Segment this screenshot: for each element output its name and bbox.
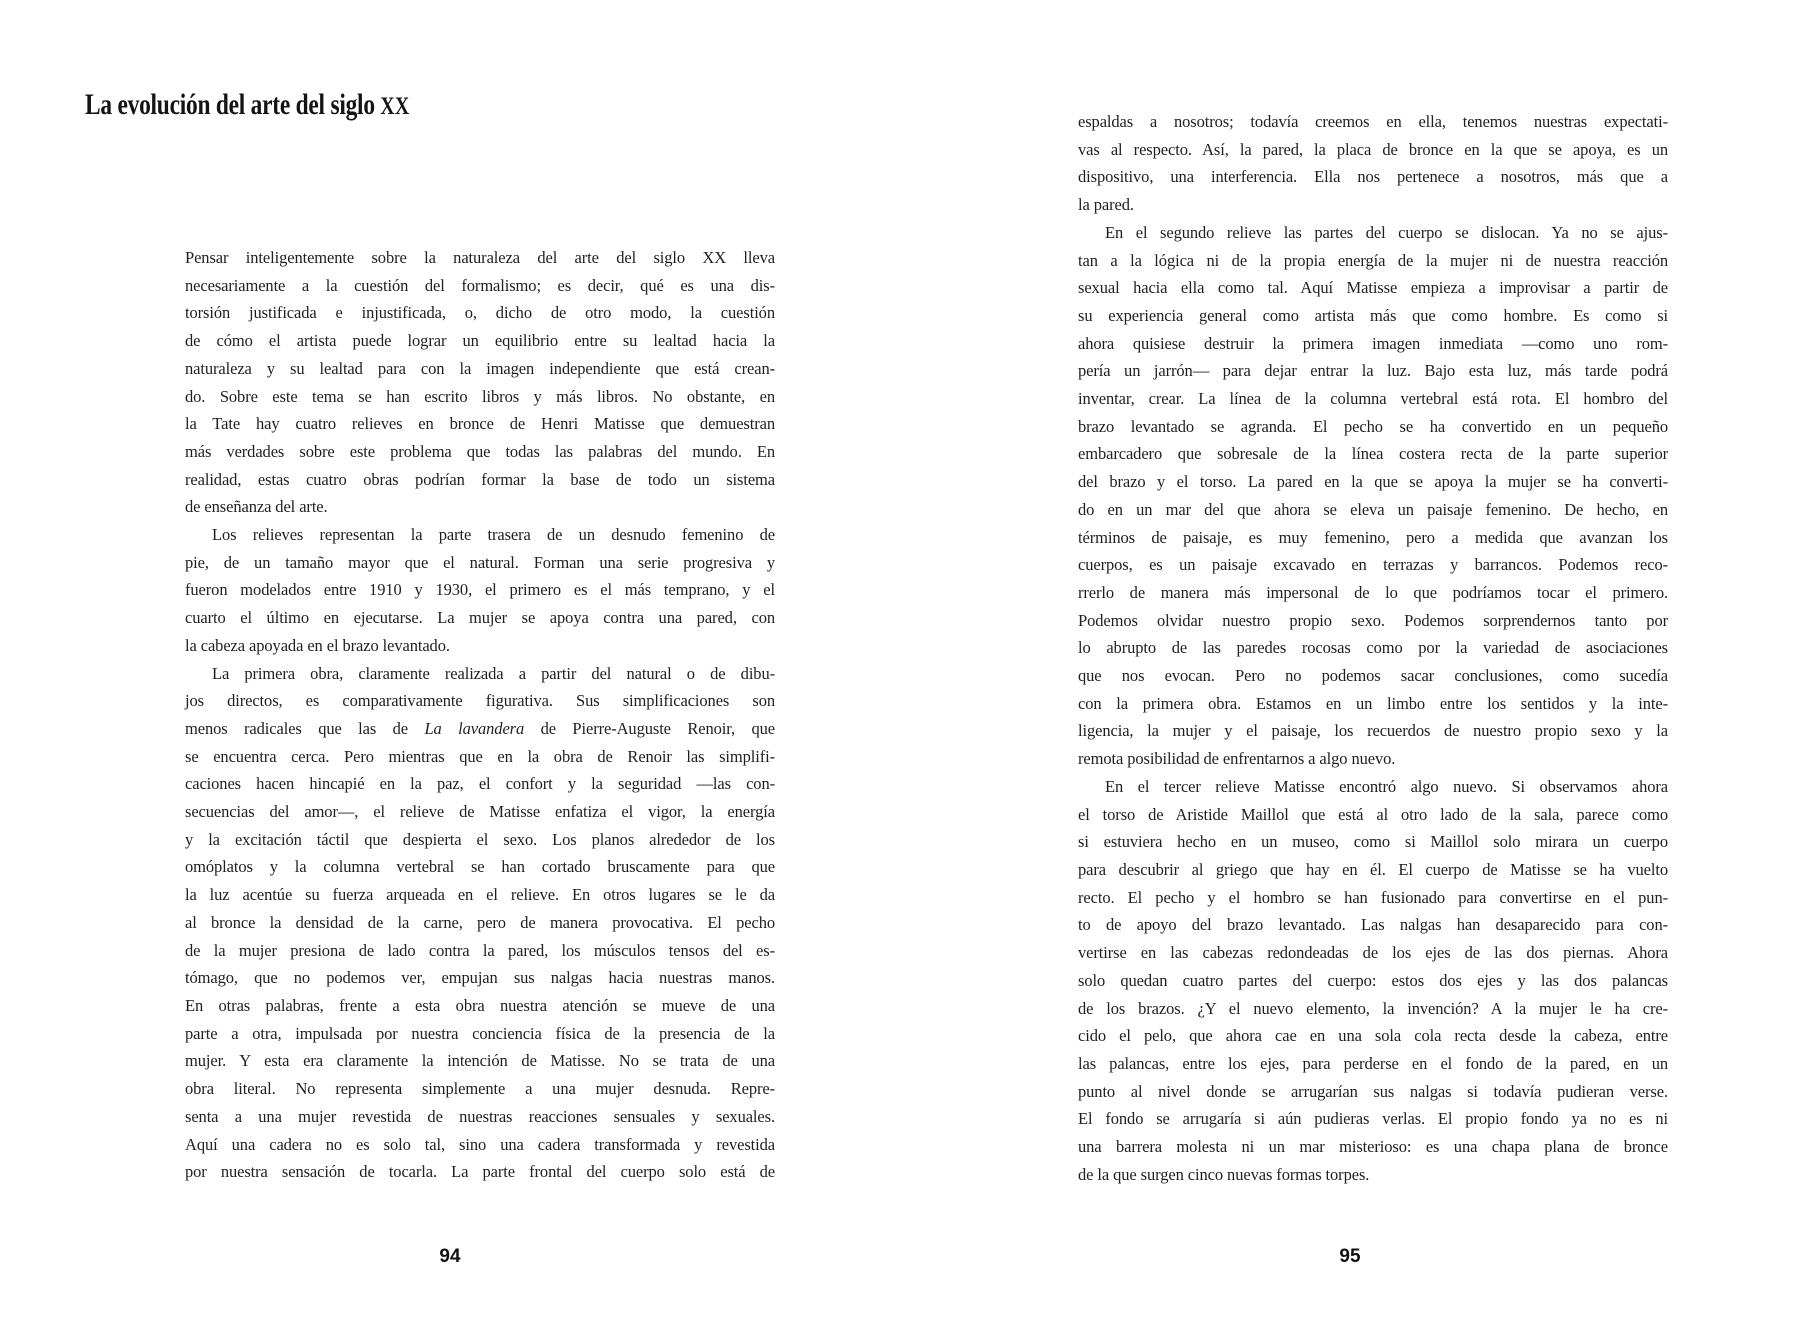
text-column-left xyxy=(185,244,775,1186)
text-line: cido el pelo, que ahora cae en una sola cola recta desde la cabeza, entre xyxy=(1078,1026,1668,1046)
text-line: cuarto el último en ejecutarse. La mujer se apoya contra una pared, con xyxy=(185,608,775,628)
text-line: su experiencia general como artista más que como hombre. Es como si xyxy=(1078,305,1668,325)
text-line: con la primera obra. Estamos en un limbo entre los sentidos y la inte- xyxy=(1078,693,1668,713)
text-column-right xyxy=(1078,108,1668,1188)
text-line: En el segundo relieve las partes del cuerpo se dislocan. Ya no se ajus- xyxy=(1105,222,1668,242)
text-line: omóplatos y la columna vertebral se han cortado bruscamente para que xyxy=(185,857,775,877)
text-line: jos directos, es comparativamente figurativa. Sus simplificaciones son xyxy=(185,691,775,711)
text-line: una barrera molesta ni un mar misterioso: es una chapa plana de bronce xyxy=(1078,1137,1668,1157)
text-line: torsión justificada e injustificada, o, dicho de otro modo, la cuestión xyxy=(185,303,775,323)
text-line: vertirse en las cabezas redondeadas de los ejes de las dos piernas. Ahora xyxy=(1078,943,1668,963)
text-line: Pensar inteligentemente sobre la naturaleza del arte del siglo XX lleva xyxy=(185,248,775,267)
text-line: rrerlo de manera más impersonal de lo que podríamos tocar el primero. xyxy=(1078,582,1668,602)
text-line: necesariamente a la cuestión del formalismo; es decir, qué es una dis- xyxy=(185,275,775,295)
text-line: de enseñanza del arte. xyxy=(185,497,328,517)
text-line: de la que surgen cinco nuevas formas torpes. xyxy=(1078,1164,1370,1184)
text-line: ligencia, la mujer y el paisaje, los recuerdos de nuestro propio sexo y la xyxy=(1078,721,1668,741)
chapter-title xyxy=(85,88,410,124)
text-line: pería un jarrón— para dejar entrar la luz. Bajo esta luz, más tarde podrá xyxy=(1078,361,1668,381)
text-line: términos de paisaje, es muy femenino, pero a medida que avanzan los xyxy=(1078,527,1668,547)
text-line: la Tate hay cuatro relieves en bronce de Henri Matisse que demuestran xyxy=(185,414,775,434)
text-line: remota posibilidad de enfrentarnos a algo nuevo. xyxy=(1078,749,1396,769)
page-number-left: 94 xyxy=(439,1246,461,1267)
text-line: recto. El pecho y el hombro se han fusionado para convertirse en el pun- xyxy=(1078,887,1668,907)
text-line: más verdades sobre este problema que todas las palabras del mundo. En xyxy=(185,441,775,461)
text-line: se encuentra cerca. Pero mientras que en la obra de Renoir las simplifi- xyxy=(185,746,775,766)
text-line: tan a la lógica ni de la propia energía de la mujer ni de nuestra reacción xyxy=(1078,250,1668,270)
text-line: del brazo y el torso. La pared en la que se apoya la mujer se ha converti- xyxy=(1078,472,1668,492)
text-line: cuerpos, es un paisaje excavado en terrazas y barrancos. Podemos reco- xyxy=(1078,555,1668,575)
text-line: espaldas a nosotros; todavía creemos en ella, tenemos nuestras expectati- xyxy=(1078,112,1668,131)
text-line: la luz acentúe su fuerza arqueada en el relieve. En otros lugares se le da xyxy=(185,885,775,905)
text-line: Aquí una cadera no es solo tal, sino una cadera transformada y revestida xyxy=(185,1134,775,1154)
page-number-right: 95 xyxy=(1339,1246,1361,1267)
text-line: tómago, que no podemos ver, empujan sus nalgas hacia nuestras manos. xyxy=(185,968,775,988)
text-line: por nuestra sensación de tocarla. La parte frontal del cuerpo solo está de xyxy=(185,1162,775,1182)
text-line: sexual hacia ella como tal. Aquí Matisse empieza a improvisar a partir de xyxy=(1078,278,1668,298)
text-line: fueron modelados entre 1910 y 1930, el primero es el más temprano, y el xyxy=(185,580,775,600)
text-line: la pared. xyxy=(1078,195,1134,215)
text-line: dispositivo, una interferencia. Ella nos pertenece a nosotros, más que a xyxy=(1078,167,1668,187)
text-line: solo quedan cuatro partes del cuerpo: estos dos ejes y las dos palancas xyxy=(1078,970,1668,990)
text-line: to de apoyo del brazo levantado. Las nalgas han desaparecido para con- xyxy=(1078,915,1668,935)
text-line: realidad, estas cuatro obras podrían formar la base de todo un sistema xyxy=(185,469,775,489)
text-line: En otras palabras, frente a esta obra nuestra atención se mueve de una xyxy=(185,995,775,1015)
text-line: do en un mar del que ahora se eleva un paisaje femenino. De hecho, en xyxy=(1078,499,1668,519)
text-line: el torso de Aristide Maillol que está al otro lado de la sala, parece como xyxy=(1078,804,1668,824)
text-line: Los relieves representan la parte trasera de un desnudo femenino de xyxy=(212,525,775,545)
text-line: que nos evocan. Pero no podemos sacar conclusiones, como sucedía xyxy=(1078,666,1668,686)
text-line: En el tercer relieve Matisse encontró algo nuevo. Si observamos ahora xyxy=(1105,776,1668,796)
text-line: las palancas, entre los ejes, para perderse en el fondo de la pared, en un xyxy=(1078,1053,1668,1073)
text-line: vas al respecto. Así, la pared, la placa de bronce en la que se apoya, es un xyxy=(1078,139,1668,159)
page-95 xyxy=(900,0,1800,1322)
text-line: de cómo el artista puede lograr un equilibrio entre su lealtad hacia la xyxy=(185,331,775,351)
text-line: obra literal. No representa simplemente a una mujer desnuda. Repre- xyxy=(185,1079,775,1099)
chapter-title-text: La evolución del arte del siglo xyxy=(85,88,381,121)
text-line: do. Sobre este tema se han escrito libros y más libros. No obstante, en xyxy=(185,386,775,406)
text-line: embarcadero que sobresale de la línea costera recta de la parte superior xyxy=(1078,444,1668,464)
chapter-title-numeral: XX xyxy=(380,93,410,120)
text-line: al bronce la densidad de la carne, pero de manera provocativa. El pecho xyxy=(185,912,775,932)
text-line: Podemos olvidar nuestro propio sexo. Podemos sorprendernos tanto por xyxy=(1078,610,1668,630)
text-line: secuencias del amor—, el relieve de Matisse enfatiza el vigor, la energía xyxy=(185,802,775,822)
text-line: mujer. Y esta era claramente la intención de Matisse. No se trata de una xyxy=(185,1051,775,1071)
text-line: El fondo se arrugaría si aún pudieras verlas. El propio fondo ya no es ni xyxy=(1078,1109,1668,1129)
text-line: brazo levantado se agranda. El pecho se ha convertido en un pequeño xyxy=(1078,416,1668,436)
text-line: inventar, crear. La línea de la columna vertebral está rota. El hombro del xyxy=(1078,389,1668,409)
text-line: la cabeza apoyada en el brazo levantado. xyxy=(185,635,450,655)
text-line: ahora quisiese destruir la primera imagen inmediata —como uno rom- xyxy=(1078,333,1668,353)
text-line: menos radicales que las de La lavandera de Pierre-Auguste Renoir, que xyxy=(185,718,775,738)
text-line: naturaleza y su lealtad para con la imagen independiente que está crean- xyxy=(185,358,775,378)
text-line: senta a una mujer revestida de nuestras reacciones sensuales y sexuales. xyxy=(185,1106,775,1126)
text-line: si estuviera hecho en un museo, como si Maillol solo mirara un cuerpo xyxy=(1078,832,1668,852)
text-line: pie, de un tamaño mayor que el natural. Forman una serie progresiva y xyxy=(185,552,775,572)
text-line: punto al nivel donde se arrugarían sus nalgas si todavía pudieran verse. xyxy=(1078,1081,1668,1101)
text-line: de la mujer presiona de lado contra la pared, los músculos tensos del es- xyxy=(185,940,775,960)
text-line: para descubrir al griego que hay en él. El cuerpo de Matisse se ha vuelto xyxy=(1078,859,1668,879)
text-line: parte a otra, impulsada por nuestra conciencia física de la presencia de la xyxy=(185,1023,775,1043)
text-line: caciones hacen hincapié en la paz, el confort y la seguridad —las con- xyxy=(185,774,775,794)
text-line: y la excitación táctil que despierta el sexo. Los planos alrededor de los xyxy=(185,829,775,849)
italic-phrase: La lavandera xyxy=(424,718,525,738)
text-line: de los brazos. ¿Y el nuevo elemento, la invención? A la mujer le ha cre- xyxy=(1078,998,1668,1018)
text-line: lo abrupto de las paredes rocosas como por la variedad de asociaciones xyxy=(1078,638,1668,658)
text-line: La primera obra, claramente realizada a partir del natural o de dibu- xyxy=(212,663,775,683)
